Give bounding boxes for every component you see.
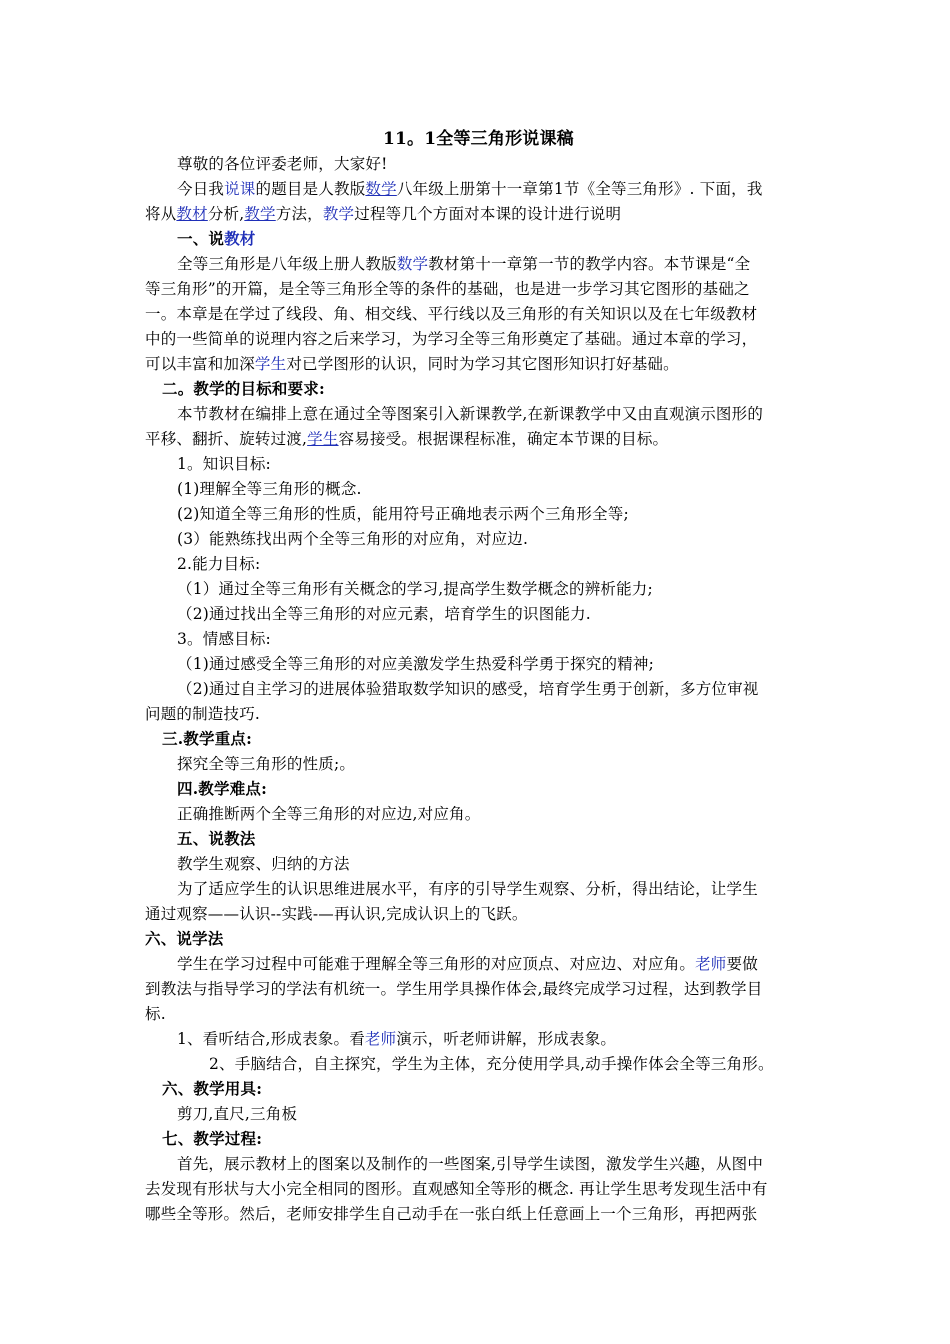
link-jiaoxue-1[interactable]: 教学 [244,205,276,223]
goal-ability-1: （1）通过全等三角形有关概念的学习,提高学生数学概念的辨析能力; [177,580,653,598]
process-line-3: 哪些全等形。然后，老师安排学生自己动手在一张白纸上任意画上一个三角形，再把两张 [145,1205,758,1223]
para-2-line-2: 平移、翻折、旋转过渡,学生容易接受。根据课程标准，确定本节课的目标。 [145,430,669,448]
goal-knowledge-2: (2)知道全等三角形的性质，能用符号正确地表示两个三角形全等; [177,505,629,523]
heading-5: 五、说教法 [177,829,256,848]
teaching-method-1: 教学生观察、归纳的方法 [177,855,350,873]
heading-1: 一、说教材 [177,229,256,248]
intro-line-1: 今日我说课的题目是人教版数学八年级上册第十一章第1节《全等三角形》. 下面，我 [177,180,763,198]
goal-ability: 2.能力目标: [177,555,261,573]
greeting: 尊敬的各位评委老师，大家好! [177,155,388,173]
intro-line-2: 将从教材分析,教学方法，教学过程等几个方面对本课的设计进行说明 [145,205,622,223]
heading-2: 二。教学的目标和要求: [162,379,325,398]
para-2-line-1: 本节教材在编排上意在通过全等图案引入新课教学,在新课教学中又由直观演示图形的 [177,405,764,423]
link-xuesheng-1[interactable]: 学生 [254,355,287,373]
heading-8: 七、教学过程: [162,1129,263,1148]
goal-knowledge-1: (1)理解全等三角形的概念. [177,480,362,498]
goal-emotion-2: （2)通过自主学习的进展体验猎取数学知识的感受，培育学生勇于创新，多方位审视 [177,680,759,698]
goal-emotion-1: （1)通过感受全等三角形的对应美激发学生热爱科学勇于探究的精神; [177,655,655,673]
heading-6: 六、说学法 [145,929,224,948]
link-laoshi-2[interactable]: 老师 [364,1030,397,1048]
para-1-line-4: 中的一些简单的说理内容之后来学习，为学习全等三角形奠定了基础。通过本章的学习， [145,330,758,348]
difficult-point: 正确推断两个全等三角形的对应边,对应角。 [177,805,481,823]
learning-method-4: 1、看听结合,形成表象。看老师演示，听老师讲解，形成表象。 [177,1030,617,1048]
goal-ability-2: （2)通过找出全等三角形的对应元素，培育学生的识图能力. [177,605,591,623]
link-shuxue[interactable]: 数学 [365,180,397,198]
key-point: 探究全等三角形的性质;。 [177,755,356,773]
learning-method-3: 标. [145,1005,166,1023]
para-1-line-1: 全等三角形是八年级上册人教版数学教材第十一章第一节的教学内容。本节课是“全 [177,255,751,273]
learning-method-1: 学生在学习过程中可能难于理解全等三角形的对应顶点、对应边、对应角。老师要做 [177,955,758,973]
link-jiaocai-heading[interactable]: 教材 [224,229,256,248]
goal-knowledge: 1。知识目标: [177,455,271,473]
teaching-method-3: 通过观察——认识--实践-—再认识,完成认识上的飞跃。 [145,905,528,923]
heading-7: 六、教学用具: [162,1079,263,1098]
para-1-line-2: 等三角形”的开篇，是全等三角形全等的条件的基础，也是进一步学习其它图形的基础之 [145,280,750,298]
link-jiaocai[interactable]: 教材 [176,205,208,223]
link-shuoke[interactable]: 说课 [224,180,256,198]
learning-method-5: 2、手脑结合，自主探究，学生为主体，充分使用学具,动手操作体会全等三角形。 [209,1055,774,1073]
link-laoshi-1[interactable]: 老师 [695,955,727,973]
goal-knowledge-3: (3）能熟练找出两个全等三角形的对应角，对应边. [177,530,529,548]
teaching-method-2: 为了适应学生的认识思维进展水平，有序的引导学生观察、分析，得出结论，让学生 [177,880,758,898]
process-line-2: 去发现有形状与大小完全相同的图形。直观感知全等形的概念. 再让学生思考发现生活中有 [145,1180,768,1198]
link-jiaoxue-2[interactable]: 教学 [322,205,355,223]
learning-method-2: 到教法与指导学习的学法有机统一。学生用学具操作体会,最终完成学习过程，达到教学目 [145,980,763,998]
page-title: 11。1全等三角形说课稿 [383,129,574,149]
tools: 剪刀,直尺,三角板 [177,1105,298,1123]
heading-3: 三.教学重点: [162,729,253,748]
process-line-1: 首先，展示教材上的图案以及制作的一些图案,引导学生读图，激发学生兴趣，从图中 [177,1155,764,1173]
link-xuesheng-2[interactable]: 学生 [307,430,339,448]
para-1-line-3: 一。本章是在学过了线段、角、相交线、平行线以及三角形的有关知识以及在七年级教材 [145,305,758,323]
goal-emotion: 3。情感目标: [177,630,271,648]
goal-emotion-2-cont: 问题的制造技巧. [145,705,261,723]
link-shuxue-2[interactable]: 数学 [396,255,429,273]
para-1-line-5: 可以丰富和加深学生对已学图形的认识，同时为学习其它图形知识打好基础。 [145,355,679,373]
heading-4: 四.教学难点: [177,779,268,798]
